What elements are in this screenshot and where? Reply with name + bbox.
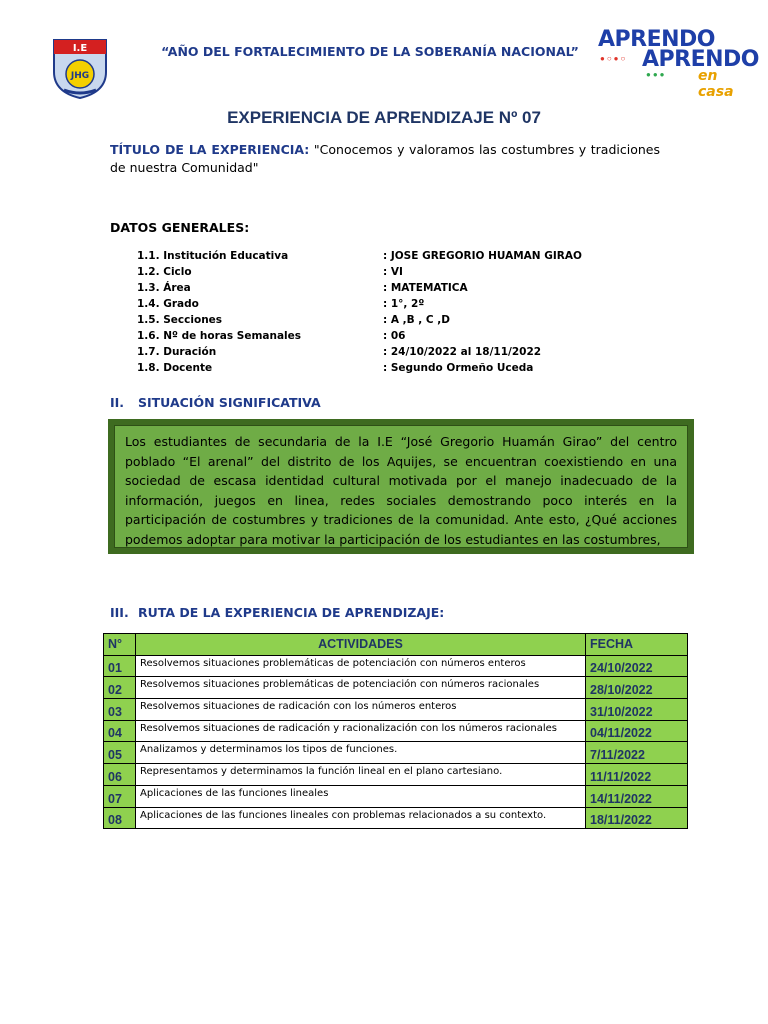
table-row <box>104 785 688 807</box>
activity-number: 02 <box>104 677 136 699</box>
table-row <box>104 720 688 742</box>
activity-date: 7/11/2022 <box>586 742 688 764</box>
section-number: III. <box>110 605 129 620</box>
table-row <box>104 764 688 786</box>
datos-row <box>137 264 617 280</box>
activity-number: 04 <box>104 720 136 742</box>
activity-number: 08 <box>104 807 136 829</box>
table-header-row <box>104 634 688 656</box>
column-header-number: N° <box>104 634 136 656</box>
table-row <box>104 655 688 677</box>
activity-number: 05 <box>104 742 136 764</box>
activity-date: 04/11/2022 <box>586 720 688 742</box>
activity-number: 01 <box>104 655 136 677</box>
situacion-heading <box>110 395 321 410</box>
datos-row <box>137 296 617 312</box>
table-row <box>104 807 688 829</box>
section-title: SITUACIÓN SIGNIFICATIVA <box>138 395 321 410</box>
activity-date: 24/10/2022 <box>586 655 688 677</box>
datos-key: 1.6. Nº de horas Semanales <box>137 330 302 342</box>
ruta-heading <box>110 605 444 620</box>
datos-value: : Segundo Ormeño Uceda <box>383 362 534 374</box>
datos-row <box>137 360 617 376</box>
activity-number: 07 <box>104 785 136 807</box>
datos-generales-heading: DATOS GENERALES: <box>110 220 250 235</box>
datos-row <box>137 344 617 360</box>
activity-description: Aplicaciones de las funciones lineales <box>136 785 586 807</box>
activity-description: Resolvemos situaciones problemáticas de potenciación con números enteros <box>136 655 586 677</box>
datos-value: : 06 <box>383 330 406 342</box>
column-header-fecha: FECHA <box>586 634 688 656</box>
school-crest-logo <box>50 36 110 100</box>
datos-key: 1.8. Docente <box>137 362 213 374</box>
activity-description: Resolvemos situaciones de radicación con los números enteros <box>136 699 586 721</box>
activity-date: 28/10/2022 <box>586 677 688 699</box>
datos-row <box>137 328 617 344</box>
svg-text:JHG: JHG <box>70 71 90 81</box>
situacion-text: Los estudiantes de secundaria de la I.E “José Gregorio Huamán Girao” del centro poblado “El arenal” del distrito de los Aquijes, se encuentran coexistiendo en una sociedad de escasa identidad cultural motivada por el manejo inadecuado de la información, juegos en linea, redes sociales demostrando poco interés en la participación de costumbres y tradiciones de la comunidad. Ante esto, ¿Qué acciones podemos adoptar para motivar la participación de los estudiantes en las costumbres, <box>125 434 677 547</box>
situacion-box <box>108 419 694 554</box>
activity-date: 11/11/2022 <box>586 764 688 786</box>
datos-key: 1.3. Área <box>137 282 191 294</box>
brand-line-1: APRENDO <box>598 27 715 52</box>
column-header-actividades: ACTIVIDADES <box>136 634 586 656</box>
experience-title-label: TÍTULO DE LA EXPERIENCIA: <box>110 142 310 157</box>
year-title: “AÑO DEL FORTALECIMIENTO DE LA SOBERANÍA NACIONAL” <box>161 44 579 59</box>
section-number: II. <box>110 395 125 410</box>
section-title: RUTA DE LA EXPERIENCIA DE APRENDIZAJE: <box>138 605 445 620</box>
experience-title <box>110 141 660 177</box>
brand-dots-decoration: ●○●○ <box>600 54 628 63</box>
activity-description: Aplicaciones de las funciones lineales con problemas relacionados a su contexto. <box>136 807 586 829</box>
document-header <box>0 27 768 110</box>
table-row <box>104 677 688 699</box>
experience-title-value: "Conocemos y valoramos las costumbres y tradiciones de nuestra Comunidad" <box>110 142 660 175</box>
datos-value: : 24/10/2022 al 18/11/2022 <box>383 346 542 358</box>
datos-value: : JOSE GREGORIO HUAMAN GIRAO <box>383 250 582 262</box>
table-row <box>104 742 688 764</box>
datos-key: 1.2. Ciclo <box>137 266 192 278</box>
datos-key: 1.4. Grado <box>137 298 199 310</box>
svg-text:I.E: I.E <box>72 43 88 54</box>
aprendo-en-casa-logo <box>598 27 759 100</box>
table-row <box>104 699 688 721</box>
activity-number: 06 <box>104 764 136 786</box>
brand-subtitle: en casa <box>698 68 734 100</box>
activity-date: 14/11/2022 <box>586 785 688 807</box>
activity-date: 18/11/2022 <box>586 807 688 829</box>
datos-row <box>137 312 617 328</box>
datos-generales-list <box>137 248 617 376</box>
activity-description: Representamos y determinamos la función lineal en el plano cartesiano. <box>136 764 586 786</box>
brand-line-2: APRENDO <box>642 47 759 72</box>
datos-row <box>137 248 617 264</box>
datos-row <box>137 280 617 296</box>
datos-value: : A ,B , C ,D <box>383 314 450 326</box>
brand-dots-decoration: ●●● <box>646 70 667 79</box>
activity-description: Resolvemos situaciones de radicación y racionalización con los números racionales <box>136 720 586 742</box>
datos-key: 1.1. Institución Educativa <box>137 250 289 262</box>
ruta-table <box>103 633 688 829</box>
datos-value: : VI <box>383 266 403 278</box>
datos-key: 1.7. Duración <box>137 346 217 358</box>
datos-key: 1.5. Secciones <box>137 314 223 326</box>
activity-description: Analizamos y determinamos los tipos de funciones. <box>136 742 586 764</box>
activity-date: 31/10/2022 <box>586 699 688 721</box>
activity-description: Resolvemos situaciones problemáticas de potenciación con números racionales <box>136 677 586 699</box>
datos-value: : MATEMATICA <box>383 282 468 294</box>
main-title: EXPERIENCIA DE APRENDIZAJE Nº 07 <box>227 108 541 127</box>
datos-value: : 1°, 2º <box>383 298 425 310</box>
activity-number: 03 <box>104 699 136 721</box>
